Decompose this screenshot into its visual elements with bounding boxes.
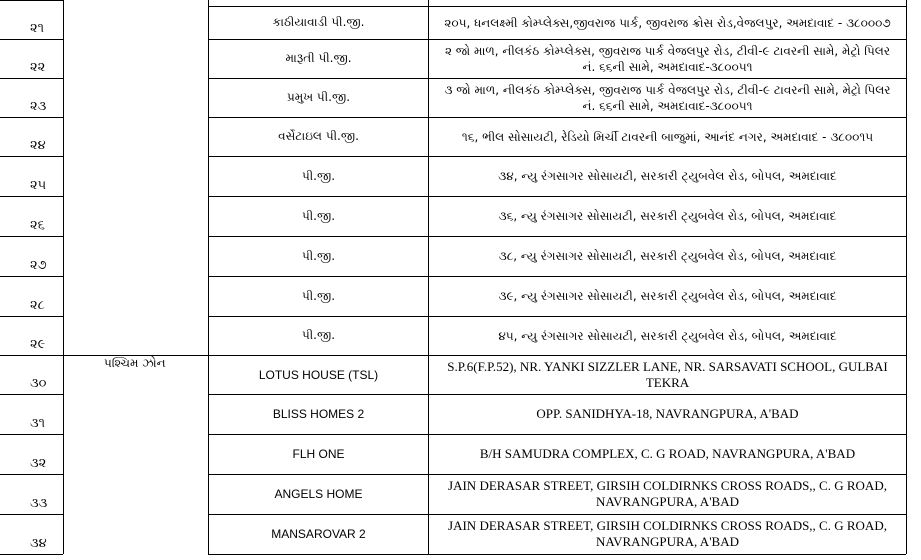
pg-address: OPP. SANIDHYA-18, NAVRANGPURA, A'BAD [536,406,799,421]
pg-address: ૩૬, ન્યુ રંગસાગર સોસાયટી, સરકારી ટ્યુબવેલ રોડ, બોપલ, અમદાવાદ [498,209,837,223]
pg-name: BLISS HOMES 2 [272,407,365,421]
pg-name: વર્સેટાઇલ પી.જી. [278,129,359,143]
pg-name: ANGELS HOME [274,487,363,501]
row-number: ૩૧ [30,416,46,431]
pg-address: ૩ જો માળ, નીલકંઠ કોમ્પ્લેક્સ, જીવરાજ પાર્ક વેજલપુર રોડ, ટીવી-૯ ટાવરની સામે, મેટ્રો પિલર નં. ૬૬ની સામે, અમદાવાદ-૩૮૦૦૫૧ [444,82,891,113]
row-number: ૨૧ [30,21,45,36]
pg-address: ૧૬, ભીલ સોસાયટી, રેડિયો મિર્ચી ટાવરની બાજુમાં, આનંદ નગર, અમદાવાદ - ૩૮૦૦૧૫ [461,129,874,144]
row-divider [0,0,63,1]
row-divider [0,117,63,118]
row-divider [0,474,63,475]
row-number: ૨૯ [30,337,46,352]
row-divider [0,39,63,40]
pg-name: પી.જી. [301,208,336,223]
row-divider [208,554,906,555]
pg-address: ૨ જો માળ, નીલકંઠ કોમ્પ્લેક્સ, જીવરાજ પાર્ક વેજલપુર રોડ, ટીવી-૯ ટાવરની સામે, મેટ્રો પિલર નં. ૬૬ની સામે, અમદાવાદ-૩૮૦૦૫૧ [444,43,891,74]
pg-address: ૪૫, ન્યુ રંગસાગર સોસાયટી, સરકારી ટ્યુબવેલ રોડ, બોપલ, અમદાવાદ [498,328,837,343]
row-divider [0,434,63,435]
pg-name: પી.જી. [301,288,336,303]
row-number: ૩૩ [30,496,48,511]
pg-name: પ્રમુખ પી.જી. [286,90,351,104]
pg-name: કાઠીયાવાડી પી.જી. [272,15,365,29]
zone-label: પશ્ચિમ ઝોન [104,356,166,370]
row-divider [0,236,63,237]
pg-address: JAIN DERASAR STREET, GIRSIH COLDIRNKS CROSS ROADS,, C. G ROAD, NAVRANGPURA, A'BAD [448,478,887,509]
pg-name: LOTUS HOUSE (TSL) [258,367,379,382]
pg-name: MANSAROVAR 2 [271,527,366,541]
row-number: ૨૨ [30,60,46,75]
table-border-left [63,0,64,554]
pg-name: પી.જી. [301,328,336,342]
pg-name: પી.જી. [301,248,336,263]
table-border-right [906,0,907,554]
row-number: ૨૪ [30,138,46,153]
row-divider [0,514,63,515]
pg-name: પી.જી. [301,168,336,183]
row-divider [0,394,63,395]
row-divider [0,156,63,157]
row-number: ૨૩ [30,99,47,114]
pg-address: ૩૪, ન્યુ રંગસાગર સોસાયટી, સરકારી ટ્યુબવેલ રોડ, બોપલ, અમદાવાદ [498,169,837,183]
row-divider [0,196,63,197]
row-number: ૩૨ [30,456,47,471]
row-divider [0,78,63,79]
row-number: ૨૫ [30,178,47,193]
pg-address: B/H SAMUDRA COMPLEX, C. G ROAD, NAVRANGPURA, A'BAD [479,446,856,461]
pg-name: મારૂતી પી.જી. [285,51,352,65]
pg-address: ૨૦૫, ધનલક્ષ્મી કોમ્પ્લેક્સ,જીવરાજ પાર્ક, જીવરાજ ક્રોસ રોડ,વેજલપુર, અમદાવાદ - ૩૮૦૦૦૭ [444,15,891,30]
pg-address: S.P.6(F.P.52), NR. YANKI SIZZLER LANE, NR. SARSAVATI SCHOOL, GULBAI TEKRA [447,358,888,390]
pg-address: ૩૯, ન્યુ રંગસાગર સોસાયટી, સરકારી ટ્યુબવેલ રોડ, બોપલ, અમદાવાદ [498,289,837,303]
row-number: ૨૭ [30,258,47,273]
pg-address: ૩૮, ન્યુ રંગસાગર સોસાયટી, સરકારી ટ્યુબવેલ રોડ, બોપલ, અમદાવાદ [498,249,837,263]
row-number: ૩૦ [30,376,47,391]
row-divider [0,316,63,317]
row-number: ૩૪ [30,536,47,551]
row-number: ૨૬ [30,218,45,233]
pg-address: JAIN DERASAR STREET, GIRSIH COLDIRNKS CROSS ROADS,, C. G ROAD, NAVRANGPURA, A'BAD [448,518,887,549]
row-number: ૨૮ [30,298,45,313]
row-divider [0,276,63,277]
pg-name: FLH ONE [292,447,345,461]
row-divider [0,554,63,555]
